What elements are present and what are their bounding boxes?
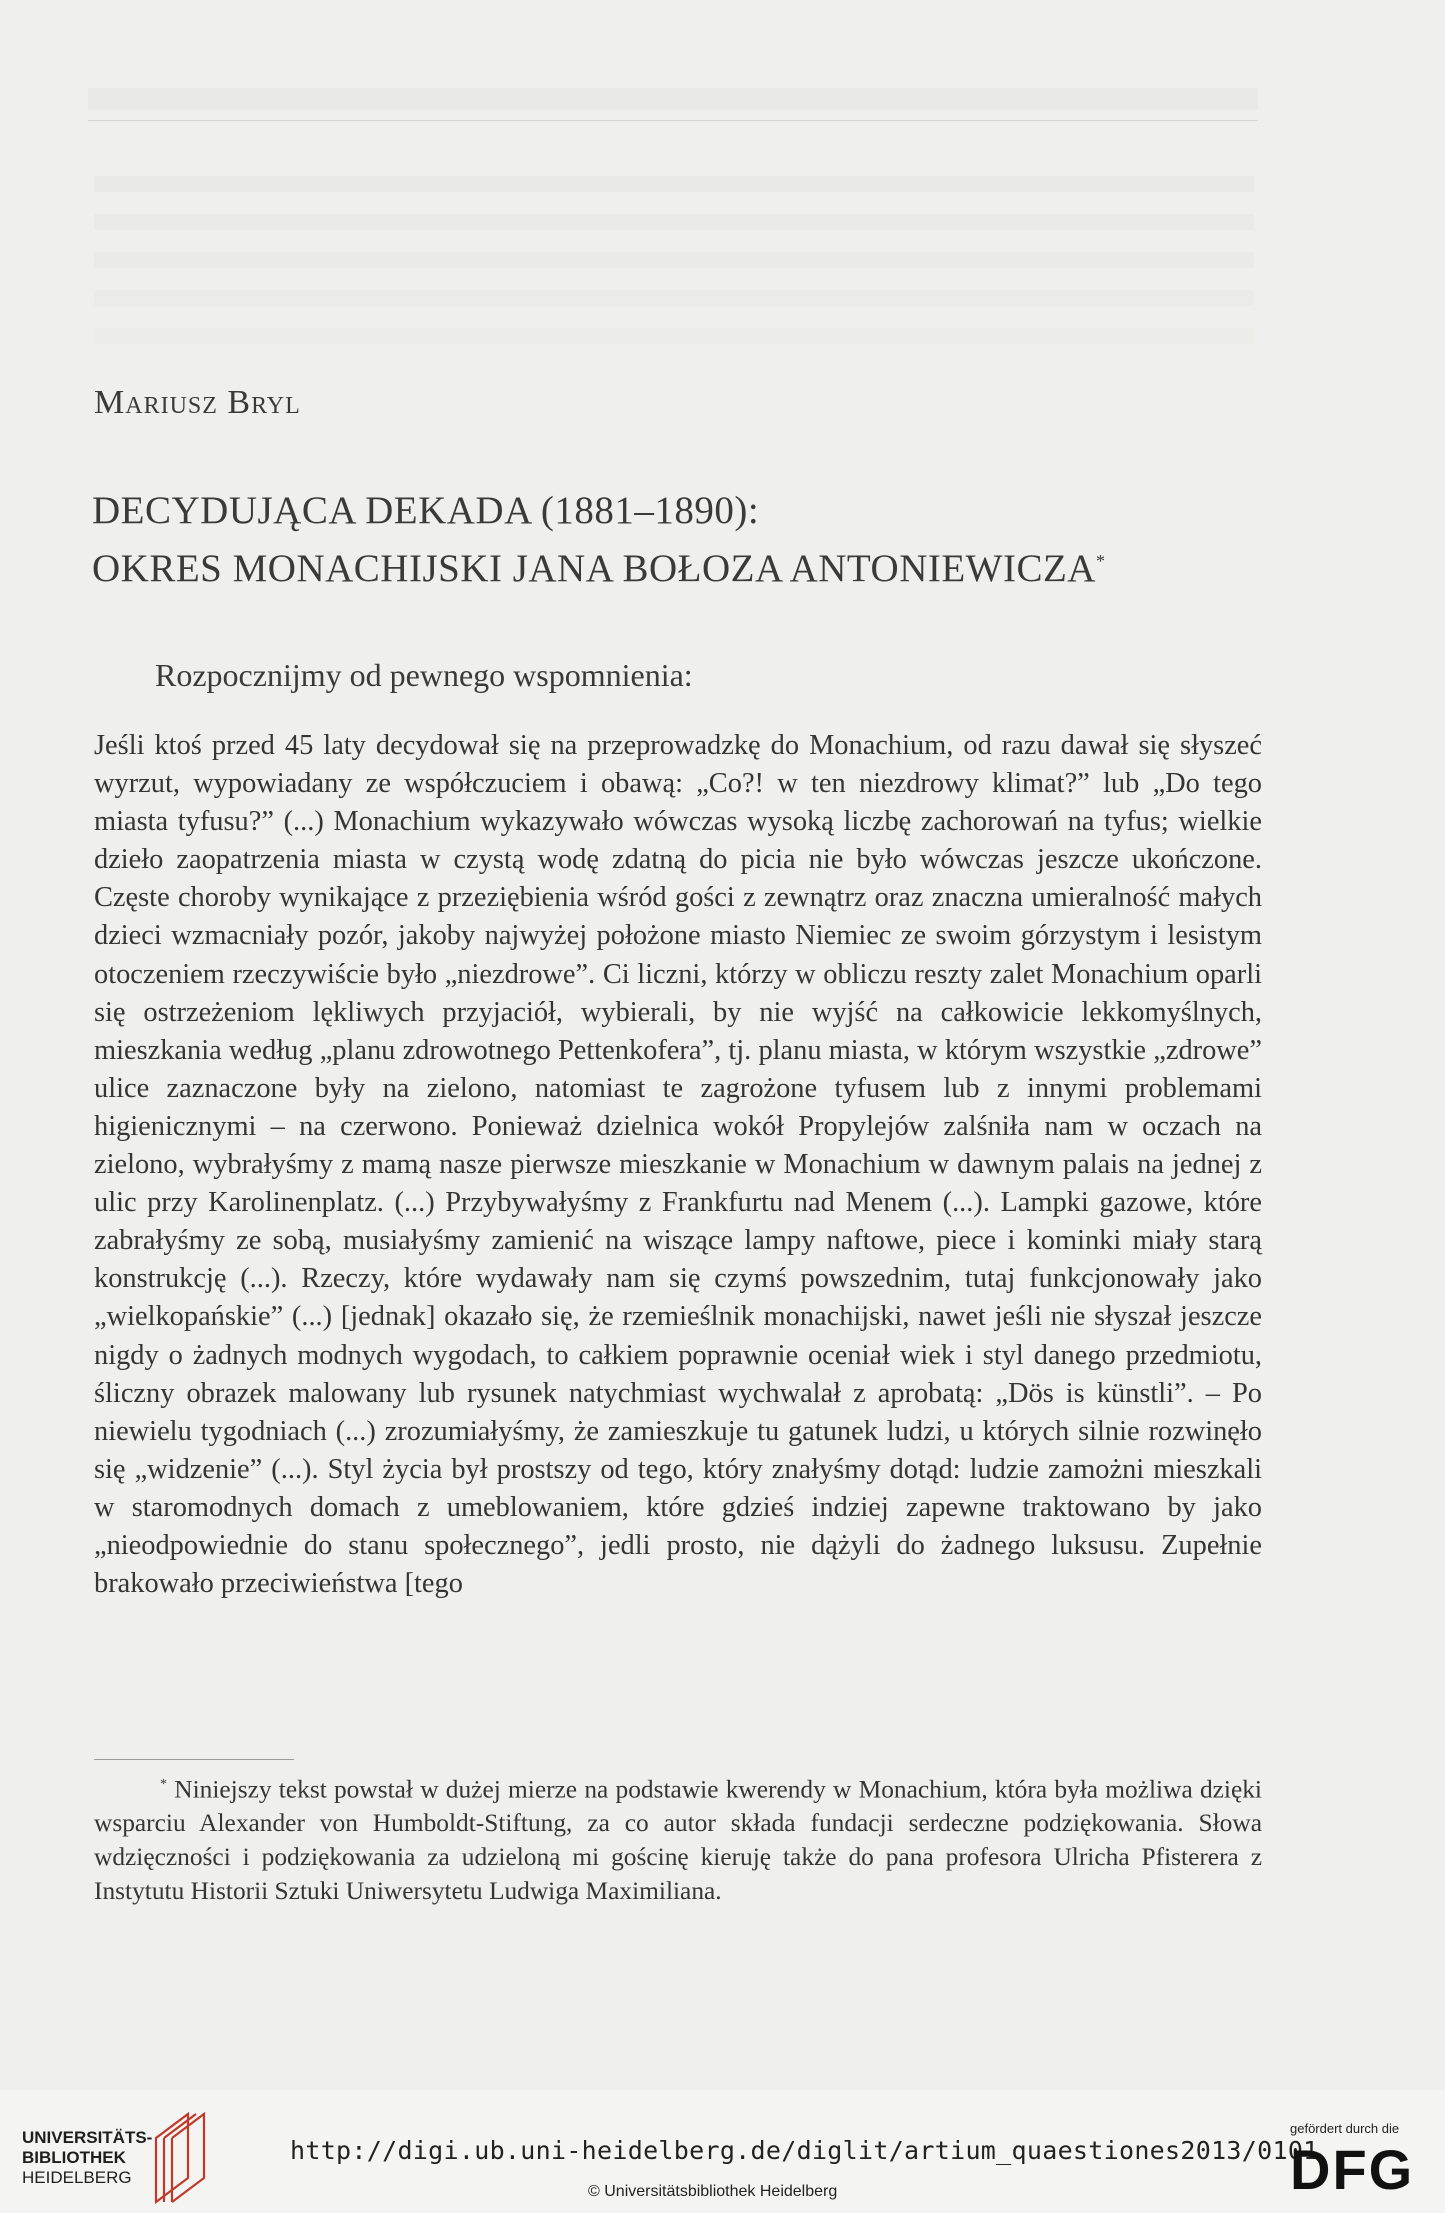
- author-name: Mariusz Bryl: [94, 384, 301, 421]
- show-through: [94, 214, 1254, 230]
- show-through: [94, 252, 1254, 268]
- copyright-notice: © Universitätsbibliothek Heidelberg: [588, 2183, 838, 2200]
- title-line-2: [92, 536, 1105, 594]
- intro-sentence: Rozpocznijmy od pewnego wspomnienia:: [155, 657, 693, 693]
- show-through: [88, 88, 1258, 110]
- block-quote: Jeśli ktoś przed 45 laty decydował się na przeprowadzkę do Monachium, od razu dawał się słyszeć wyrzut, wypowiadany ze współczuciem i obawą: „Co?! w ten niezdrowy klimat?” lub „Do tego miasta tyfusu?” (...) Monachium wykazywało wówczas wysoką liczbę zachorowań na tyfus; wielkie dzieło zaopatrzenia miasta w czystą wodę zdatną do picia nie było wówczas jeszcze ukończone. Częste choroby wynikające z przeziębienia wśród gości z zewnątrz oraz znaczna umieralność małych dzieci wzmacniały pozór, jakoby najwyżej położone miasto Niemiec ze swoim górzystym i lesistym otoczeniem rzeczywiście było „niezdrowe”. Ci liczni, którzy w obliczu reszty zalet Monachium oparli się ostrzeżeniom lękliwych przyjaciół, wybierali, by nie wyjść na całkowicie lekkomyślnych, mieszkania według „planu zdrowotnego Pettenkofera”, tj. planu miasta, w którym wszystkie „zdrowe” ulice zaznaczone były na zielono, natomiast te zagrożone tyfusem lub z innymi problemami higienicznymi – na czerwono. Ponieważ dzielnica wokół Propylejów zalśniła nam w oczach na zielono, wybrałyśmy z mamą nasze pierwsze mieszkanie w Monachium w dawnym palais na jednej z ulic przy Karolinenplatz. (...) Przybywałyśmy z Frankfurtu nad Menem (...). Lampki gazowe, które zabrałyśmy ze sobą, musiałyśmy zamienić na wiszące lampy naftowe, piece i kominki miały starą konstrukcję (...). Rzeczy, które wydawały nam się czymś powszednim, tutaj funkcjonowały jako „wielkopańskie” (...) [jednak] okazało się, że rzemieślnik monachijski, nawet jeśli nie słyszał jeszcze nigdy o żadnych modnych wygodach, to całkiem poprawnie oceniał wiek i styl danego przedmiotu, śliczny obrazek malowany lub rysunek natychmiast wychwalał z aprobatą: „Dös is künstli”. – Po niewielu tygodniach (...) zrozumiałyśmy, że zamieszkuje tu gatunek ludzi, u których silnie rozwinęło się „widzenie” (...). Styl życia był prostszy od tego, który znałyśmy dotąd: ludzie zamożni mieszkali w staromodnych domach z umeblowaniem, które gdzieś indziej zapewne traktowano by jako „nieodpowiednie do stanu społecznego”, jedli prosto, nie dążyli do żadnego luksusu. Zupełnie brakowało przeciwieństwa [tego: [94, 730, 1262, 1600]
- footnote-text: Niniejszy tekst powstał w dużej mierze na podstawie kwerendy w Monachium, która była możliwa dzięki wsparciu Alexander von Humboldt-Stiftung, za co autor składa fundacji serdeczne podziękowania. Słowa wdzięczności i podziękowania za udzieloną mi gościnę kieruję także do pana profesora Ulricha Pfisterera z Instytutu Historii Sztuki Uniwersytetu Ludwiga Maximiliana.: [94, 1775, 1262, 1906]
- title-footnote-marker: *: [1095, 551, 1106, 571]
- footnote-marker: *: [160, 1777, 167, 1792]
- header-rule: [88, 120, 1258, 121]
- library-logo-icon: [148, 2108, 208, 2204]
- funding-label: gefördert durch die: [1290, 2121, 1400, 2136]
- show-through: [94, 328, 1254, 344]
- library-line-3: HEIDELBERG: [22, 2168, 132, 2187]
- footnote: [94, 1768, 1262, 1908]
- library-line-1: UNIVERSITÄTS-: [22, 2128, 153, 2147]
- library-line-2: BIBLIOTHEK: [22, 2148, 126, 2167]
- article-title: [92, 486, 1105, 594]
- title-line-2-text: OKRES MONACHIJSKI JANA BOŁOZA ANTONIEWICZA: [92, 547, 1096, 590]
- footnote-rule: [94, 1759, 294, 1760]
- library-name: [22, 2128, 152, 2188]
- title-line-1: DECYDUJĄCA DEKADA (1881–1890):: [92, 489, 760, 532]
- permalink-url[interactable]: http://digi.ub.uni-heidelberg.de/diglit/artium_quaestiones2013/0101: [290, 2136, 1319, 2165]
- show-through: [94, 176, 1254, 192]
- show-through: [94, 290, 1254, 306]
- dfg-logo: DFG: [1290, 2138, 1415, 2201]
